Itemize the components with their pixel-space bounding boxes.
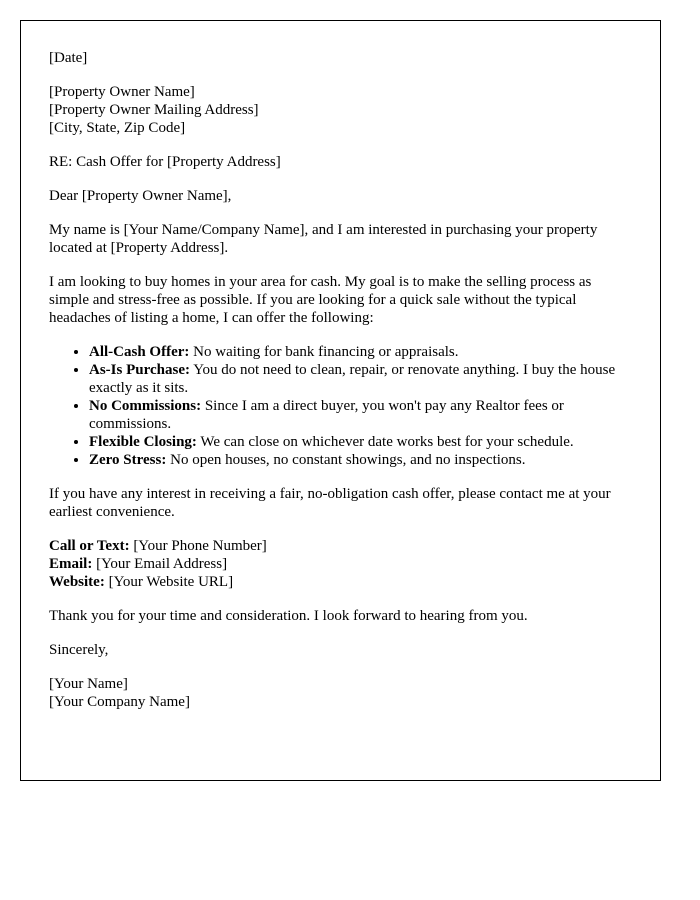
offer-list — [49, 343, 632, 469]
offer-item — [89, 433, 632, 451]
offer-text: Since I am a direct buyer, you won't pay any Realtor fees or commissions. — [89, 398, 564, 432]
website-value: [Your Website URL] — [108, 574, 234, 590]
offer-text: No open houses, no constant showings, and no inspections. — [170, 452, 526, 468]
recipient-name: [Property Owner Name] — [49, 84, 195, 100]
offer-term: Zero Stress: — [89, 452, 167, 468]
letter-salutation: Dear [Property Owner Name], — [49, 188, 232, 204]
letter-subject: RE: Cash Offer for [Property Address] — [49, 154, 281, 170]
email-label: Email: — [49, 556, 93, 572]
contact-email — [49, 555, 632, 573]
offer-text: No waiting for bank financing or appraisals. — [193, 344, 459, 360]
thanks-paragraph: Thank you for your time and consideration. I look forward to hearing from you. — [49, 608, 528, 624]
intro-paragraph: My name is [Your Name/Company Name], and I am interested in purchasing your property located at [Property Address]. — [49, 222, 598, 256]
contact-website — [49, 573, 632, 591]
signature-block — [49, 675, 632, 711]
contact-phone — [49, 537, 632, 555]
closing-line: Sincerely, — [49, 642, 109, 658]
cta-paragraph: If you have any interest in receiving a fair, no-obligation cash offer, please contact me at your earliest convenience. — [49, 486, 611, 520]
phone-value: [Your Phone Number] — [133, 538, 267, 554]
offer-term: As-Is Purchase: — [89, 362, 190, 378]
body-paragraph: I am looking to buy homes in your area for cash. My goal is to make the selling process as simple and stress-free as possible. If you are looking for a quick sale without the typical headaches of listing a home, I can offer the following: — [49, 274, 592, 326]
offer-term: All-Cash Offer: — [89, 344, 190, 360]
recipient-address: [Property Owner Mailing Address] — [49, 102, 259, 118]
letter-page — [20, 20, 661, 781]
offer-item — [89, 361, 632, 397]
offer-item — [89, 343, 632, 361]
email-value: [Your Email Address] — [96, 556, 228, 572]
website-label: Website: — [49, 574, 105, 590]
recipient-city-state-zip: [City, State, Zip Code] — [49, 120, 186, 136]
signature-company: [Your Company Name] — [49, 694, 190, 710]
contact-block — [49, 537, 632, 591]
offer-text: You do not need to clean, repair, or renovate anything. I buy the house exactly as it sits. — [89, 362, 616, 396]
letter-date: [Date] — [49, 50, 88, 66]
offer-term: No Commissions: — [89, 398, 202, 414]
phone-label: Call or Text: — [49, 538, 130, 554]
offer-term: Flexible Closing: — [89, 434, 197, 450]
signature-name: [Your Name] — [49, 676, 128, 692]
offer-item — [89, 397, 632, 433]
offer-text: We can close on whichever date works best for your schedule. — [200, 434, 574, 450]
offer-item — [89, 451, 632, 469]
recipient-block — [49, 83, 632, 137]
